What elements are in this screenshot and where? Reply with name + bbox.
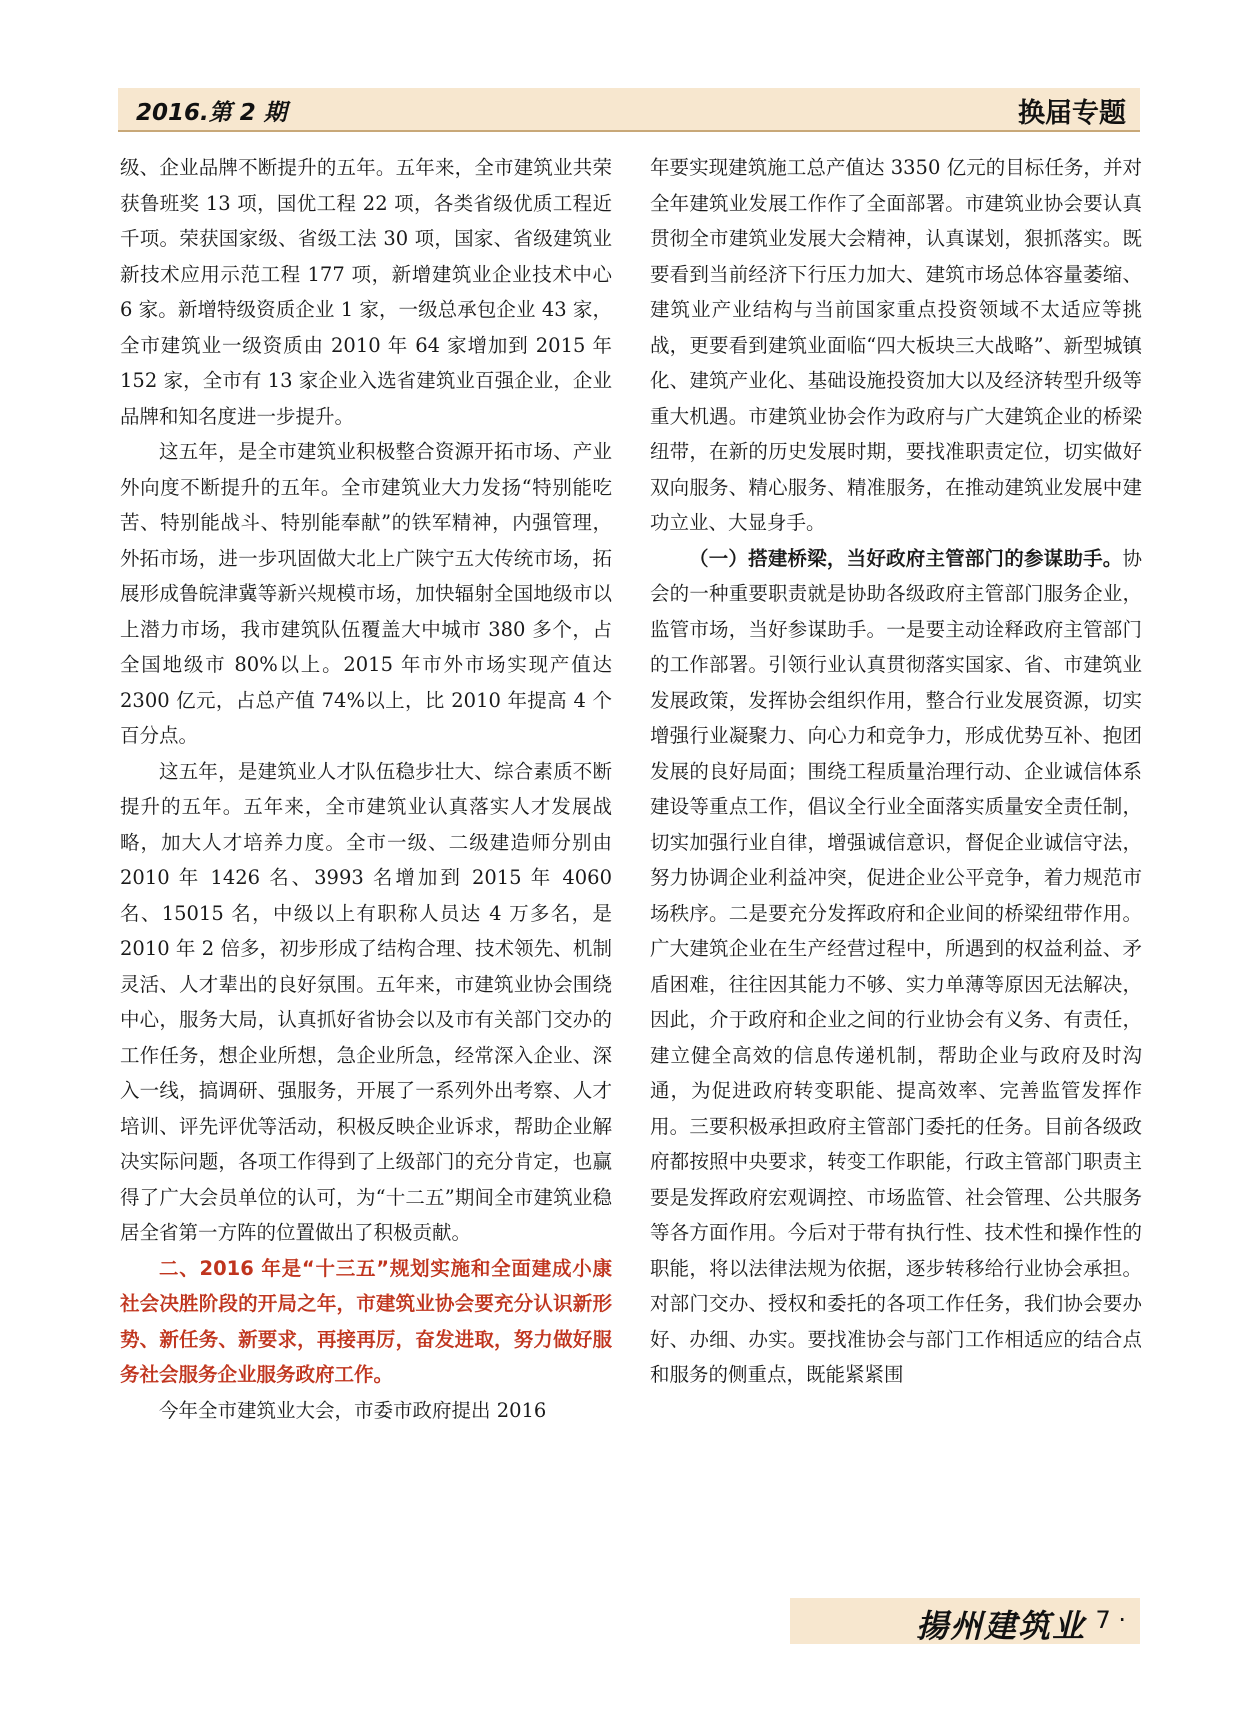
paragraph: 年要实现建筑施工总产值达 3350 亿元的目标任务，并对全年建筑业发展工作作了全面部署。市建筑业协会要认真贯彻全市建筑业发展大会精神，认真谋划，狠抓落实。既要看到当前经济下行压力加大、建筑市场总体容量萎缩、建筑业产业结构与当前国家重点投资领域不太适应等挑战，更要看到建筑业面临“四大板块三大战略”、新型城镇化、建筑产业化、基础设施投资加大以及经济转型升级等重大机遇。市建筑业协会作为政府与广大建筑企业的桥梁纽带，在新的历史发展时期，要找准职责定位，切实做好双向服务、精心服务、精准服务，在推动建筑业发展中建功立业、大显身手。 [650, 156, 1142, 534]
paragraph: 今年全市建筑业大会，市委市政府提出 2016 [159, 1398, 547, 1422]
running-footer [790, 1598, 1140, 1644]
paragraph: 这五年，是建筑业人才队伍稳步壮大、综合素质不断提升的五年。五年来，全市建筑业认真落实人才发展战略，加大人才培养力度。全市一级、二级建造师分别由 2010 年 1426 名、3993 名增加到 2015 年 4060 名、15015 名，中级以上有职称人员达 4 万多名，是 2010 年 2 倍多，初步形成了结构合理、技术领先、机制灵活、人才辈出的良好氛围。五年来，市建筑业协会围绕中心，服务大局，认真抓好省协会以及市有关部门交办的工作任务，想企业所想，急企业所急，经常深入企业、深入一线，搞调研、强服务，开展了一系列外出考察、人才培训、评先评优等活动，积极反映企业诉求，帮助企业解决实际问题，各项工作得到了上级部门的充分肯定，也赢得了广大会员单位的认可，为“十二五”期间全市建筑业稳居全省第一方阵的位置做出了积极贡献。 [120, 759, 612, 1244]
right-column [650, 150, 1142, 1590]
paragraph [650, 541, 1142, 1393]
issue-label: 2016.第 2 期 [136, 100, 287, 126]
page-number: · 7 · [1080, 1606, 1126, 1634]
left-column [120, 150, 612, 1590]
subsection-heading: （一）搭建桥梁，当好政府主管部门的参谋助手。 [689, 546, 1123, 570]
paragraph-body: 协会的一种重要职责就是协助各级政府主管部门服务企业，监管市场，当好参谋助手。一是要主动诠释政府主管部门的工作部署。引领行业认真贯彻落实国家、省、市建筑业发展政策，发挥协会组织作用，整合行业发展资源，切实增强行业凝聚力、向心力和竞争力，形成优势互补、抱团发展的良好局面；围绕工程质量治理行动、企业诚信体系建设等重点工作，倡议全行业全面落实质量安全责任制，切实加强行业自律，增强诚信意识，督促企业诚信守法，努力协调企业利益冲突，促进企业公平竞争，着力规范市场秩序。二是要充分发挥政府和企业间的桥梁纽带作用。广大建筑企业在生产经营过程中，所遇到的权益利益、矛盾困难，往往因其能力不够、实力单薄等原因无法解决，因此，介于政府和企业之间的行业协会有义务、有责任，建立健全高效的信息传递机制，帮助企业与政府及时沟通，为促进政府转变职能、提高效率、完善监管发挥作用。三要积极承担政府主管部门委托的任务。目前各级政府都按照中央要求，转变工作职能，行政主管部门职责主要是发挥政府宏观调控、市场监管、社会管理、公共服务等各方面作用。今后对于带有执行性、技术性和操作性的职能，将以法律法规为依据，逐步转移给行业协会承担。对部门交办、授权和委托的各项工作任务，我们协会要办好、办细、办实。要找准协会与部门工作相适应的结合点和服务的侧重点，既能紧紧围 [650, 546, 1142, 1386]
section-title: 换届专题 [1018, 98, 1126, 129]
running-header [118, 88, 1140, 132]
paragraph: 级、企业品牌不断提升的五年。五年来，全市建筑业共荣获鲁班奖 13 项，国优工程 22 项，各类省级优质工程近千项。荣获国家级、省级工法 30 项，国家、省级建筑业新技术应用示范工程 177 项，新增建筑业企业技术中心 6 家。新增特级资质企业 1 家，一级总承包企业 43 家，全市建筑业一级资质由 2010 年 64 家增加到 2015 年 152 家，全市有 13 家企业入选省建筑业百强企业，企业品牌和知名度进一步提升。 [120, 156, 612, 428]
paragraph: 这五年，是全市建筑业积极整合资源开拓市场、产业外向度不断提升的五年。全市建筑业大力发扬“特别能吃苦、特别能战斗、特别能奉献”的铁军精神，内强管理，外拓市场，进一步巩固做大北上广陕宁五大传统市场，拓展形成鲁皖津冀等新兴规模市场，加快辐射全国地级市以上潜力市场，我市建筑队伍覆盖大中城市 380 多个，占全国地级市 80%以上。2015 年市外市场实现产值达 2300 亿元，占总产值 74%以上，比 2010 年提高 4 个百分点。 [120, 440, 612, 747]
section-heading: 二、2016 年是“十三五”规划实施和全面建成小康社会决胜阶段的开局之年，市建筑业协会要充分认识新形势、新任务、新要求，再接再厉，奋发进取，努力做好服务社会服务企业服务政府工作。 [120, 1256, 612, 1386]
masthead-logo: 揚州建筑业 [916, 1607, 1087, 1645]
